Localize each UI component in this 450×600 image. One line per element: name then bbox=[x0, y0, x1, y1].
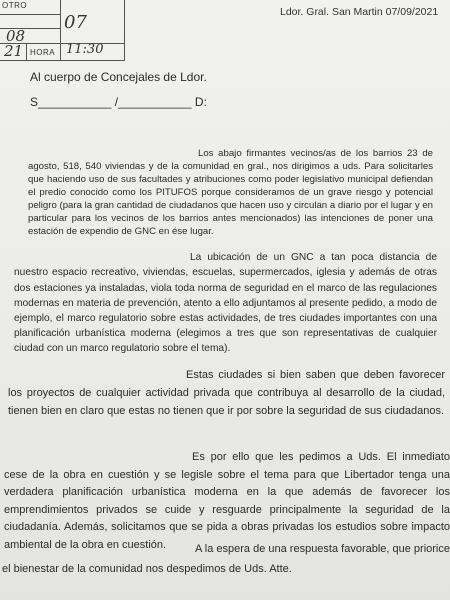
stamp-handwritten-year: 21 bbox=[4, 42, 24, 60]
stamp-divider bbox=[60, 0, 61, 60]
stamp-handwritten-month: 08 bbox=[6, 27, 26, 45]
stamp-divider bbox=[26, 43, 27, 60]
letter-paragraph: A la espera de una respuesta favorable, que priorice el bienestar de la comunidad nos despedimos de Uds. Atte. bbox=[2, 543, 450, 575]
letter-addressee: Al cuerpo de Concejales de Ldor. bbox=[30, 70, 207, 84]
letter-paragraph: La ubicación de un GNC a tan poca distancia de nuestro espacio recreativo, viviendas, escuelas, supermercados, iglesia y además de otras dos estaciones ya instaladas, viola toda norma de seguridad en el marco de las regulaciones modernas en materia de prevención, atento a ello adjuntamos al presente pedido, a modo de ejemplo, el marco regulatorio sobre estas actividades, de tres ciudades importantes con una planificación urbanística moderna (elegimos a tres que son representativas de cualquier ciudad con un marco regulatorio sobre el tema). bbox=[14, 252, 437, 355]
stamp-label-top: OTRO bbox=[2, 1, 28, 10]
letter-reference-line: S___________ /___________ D: bbox=[30, 95, 207, 109]
place-and-date: Ldor. Gral. San Martin 07/09/2021 bbox=[280, 6, 439, 18]
stamp-handwritten-time: 11:30 bbox=[66, 42, 104, 57]
letter-paragraph: Es por ello que les pedimos a Uds. El inmediato cese de la obra en cuestión y se legisle sobre el tema para que Libertador tenga una verdadera planificación urbanística moderna en la que además de favorecer los emprendimientos privados se cuide y resguarde principalmente la seguridad de la ciudadanía. Además, solicitamos que se pida a obras privadas los estudios sobre impacto ambiental de la obra en cuestión. bbox=[4, 451, 450, 551]
letter-paragraph: Estas ciudades si bien saben que deben favorecer los proyectos de cualquier actividad privada que contribuya al desarrollo de la ciudad, tienen bien en claro que estas no tienen que ir por sobre la seguridad de sus ciudadanos. bbox=[8, 369, 445, 417]
stamp-handwritten-day: 07 bbox=[64, 12, 87, 33]
stamp-label-hora: HORA bbox=[30, 48, 56, 57]
letter-paragraph: Los abajo firmantes vecinos/as de los barrios 23 de agosto, 518, 540 viviendas y de la comunidad en gral., nos dirigimos a uds. Para solicitarles que haciendo uso de sus facultades y atribuciones como poder legislativo municipal defiendan el predio conocido como los PITUFOS porque consideramos de un grave riesgo y potencial peligro (para la gran cantidad de ciudadanos que hacen uso y circulan a diario por el lugar y en particular para los vecinos de los barrios antes mencionados) las intenciones de poner una estación de expendio de GNC en ése lugar. bbox=[28, 147, 433, 237]
stamp-divider bbox=[0, 14, 60, 15]
reception-stamp bbox=[0, 0, 125, 61]
